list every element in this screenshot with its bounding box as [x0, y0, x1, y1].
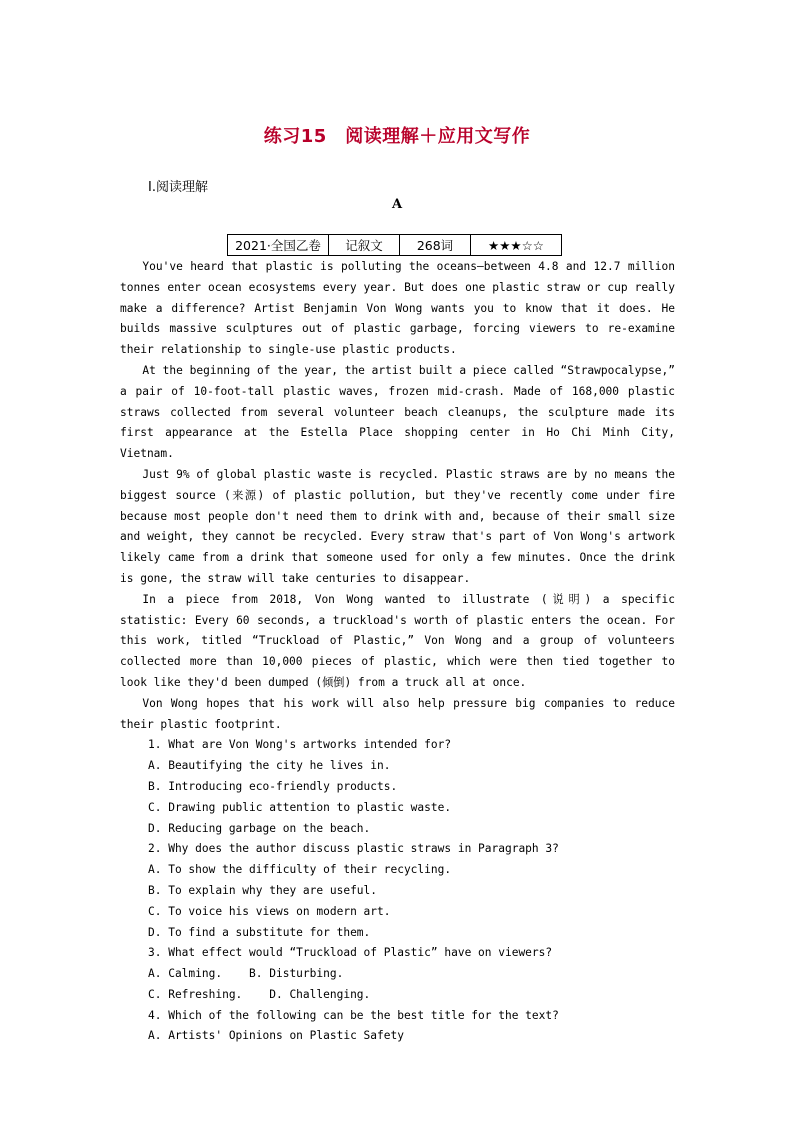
- info-difficulty: ★★★☆☆: [471, 235, 562, 256]
- info-source: 2021·全国乙卷: [228, 235, 329, 256]
- info-word-count: 268词: [400, 235, 471, 256]
- section-heading: Ⅰ.阅读理解: [148, 180, 208, 195]
- option-1d: D. Reducing garbage on the beach.: [148, 821, 371, 835]
- passage-info-table: [227, 234, 562, 256]
- option-2a: A. To show the difficulty of their recycling.: [148, 863, 452, 877]
- passage-label: A: [391, 197, 403, 212]
- option-2c: C. To voice his views on modern art.: [148, 904, 391, 918]
- question-1: 1. What are Von Wong's artworks intended for?: [148, 738, 452, 752]
- option-2d: D. To find a substitute for them.: [148, 925, 371, 939]
- info-genre: 记叙文: [329, 235, 400, 256]
- options-3cd: C. Refreshing. D. Challenging.: [148, 987, 371, 1001]
- option-2b: B. To explain why they are useful.: [148, 883, 378, 897]
- question-4: 4. Which of the following can be the best title for the text?: [148, 1008, 559, 1022]
- option-1c: C. Drawing public attention to plastic waste.: [148, 800, 452, 814]
- option-4a: A. Artists' Opinions on Plastic Safety: [148, 1029, 404, 1043]
- question-3: 3. What effect would “Truckload of Plastic” have on viewers?: [148, 946, 553, 960]
- paragraph-4: In a piece from 2018, Von Wong wanted to illustrate (说明) a specific statistic: Every 60 seconds, a truckload's worth of plastic enters the ocean. For this work, titled “Truckload of Plastic,” Von Wong and a group of volunteers collected more than 10,000 pieces of plastic, which were then tied together to look like they'd been dumped (倾倒) from a truck all at once.: [120, 592, 675, 689]
- question-2: 2. Why does the author discuss plastic straws in Paragraph 3?: [148, 842, 559, 856]
- page-title: 练习15 阅读理解＋应用文写作: [263, 126, 531, 147]
- passage-body: [120, 257, 675, 1047]
- option-1b: B. Introducing eco-friendly products.: [148, 779, 398, 793]
- option-1a: A. Beautifying the city he lives in.: [148, 759, 391, 773]
- paragraph-1: You've heard that plastic is polluting the oceans—between 4.8 and 12.7 million tonnes enter ocean ecosystems every year. But does one plastic straw or cup really make a difference? Artist Benjamin Von Wong wants you to know that it does. He builds massive sculptures out of plastic garbage, forcing viewers to re-examine their relationship to single-use plastic products.: [120, 260, 675, 357]
- paragraph-2: At the beginning of the year, the artist built a piece called “Strawpocalypse,” a pair of 10-foot-tall plastic waves, frozen mid-crash. Made of 168,000 plastic straws collected from several volunteer beach cleanups, the sculpture made its first appearance at the Estella Place shopping center in Ho Chi Minh City, Vietnam.: [120, 363, 675, 461]
- paragraph-5: Von Wong hopes that his work will also help pressure big companies to reduce their plastic footprint.: [120, 696, 675, 731]
- options-3ab: A. Calming. B. Disturbing.: [148, 967, 344, 981]
- paragraph-3: Just 9% of global plastic waste is recycled. Plastic straws are by no means the biggest source (来源) of plastic pollution, but they've recently come under fire because most people don't need them to drink with and, because of their small size and weight, they cannot be recycled. Every straw that's part of Von Wong's artwork likely came from a drink that someone used for only a few minutes. Once the drink is gone, the straw will take centuries to disappear.: [120, 467, 675, 585]
